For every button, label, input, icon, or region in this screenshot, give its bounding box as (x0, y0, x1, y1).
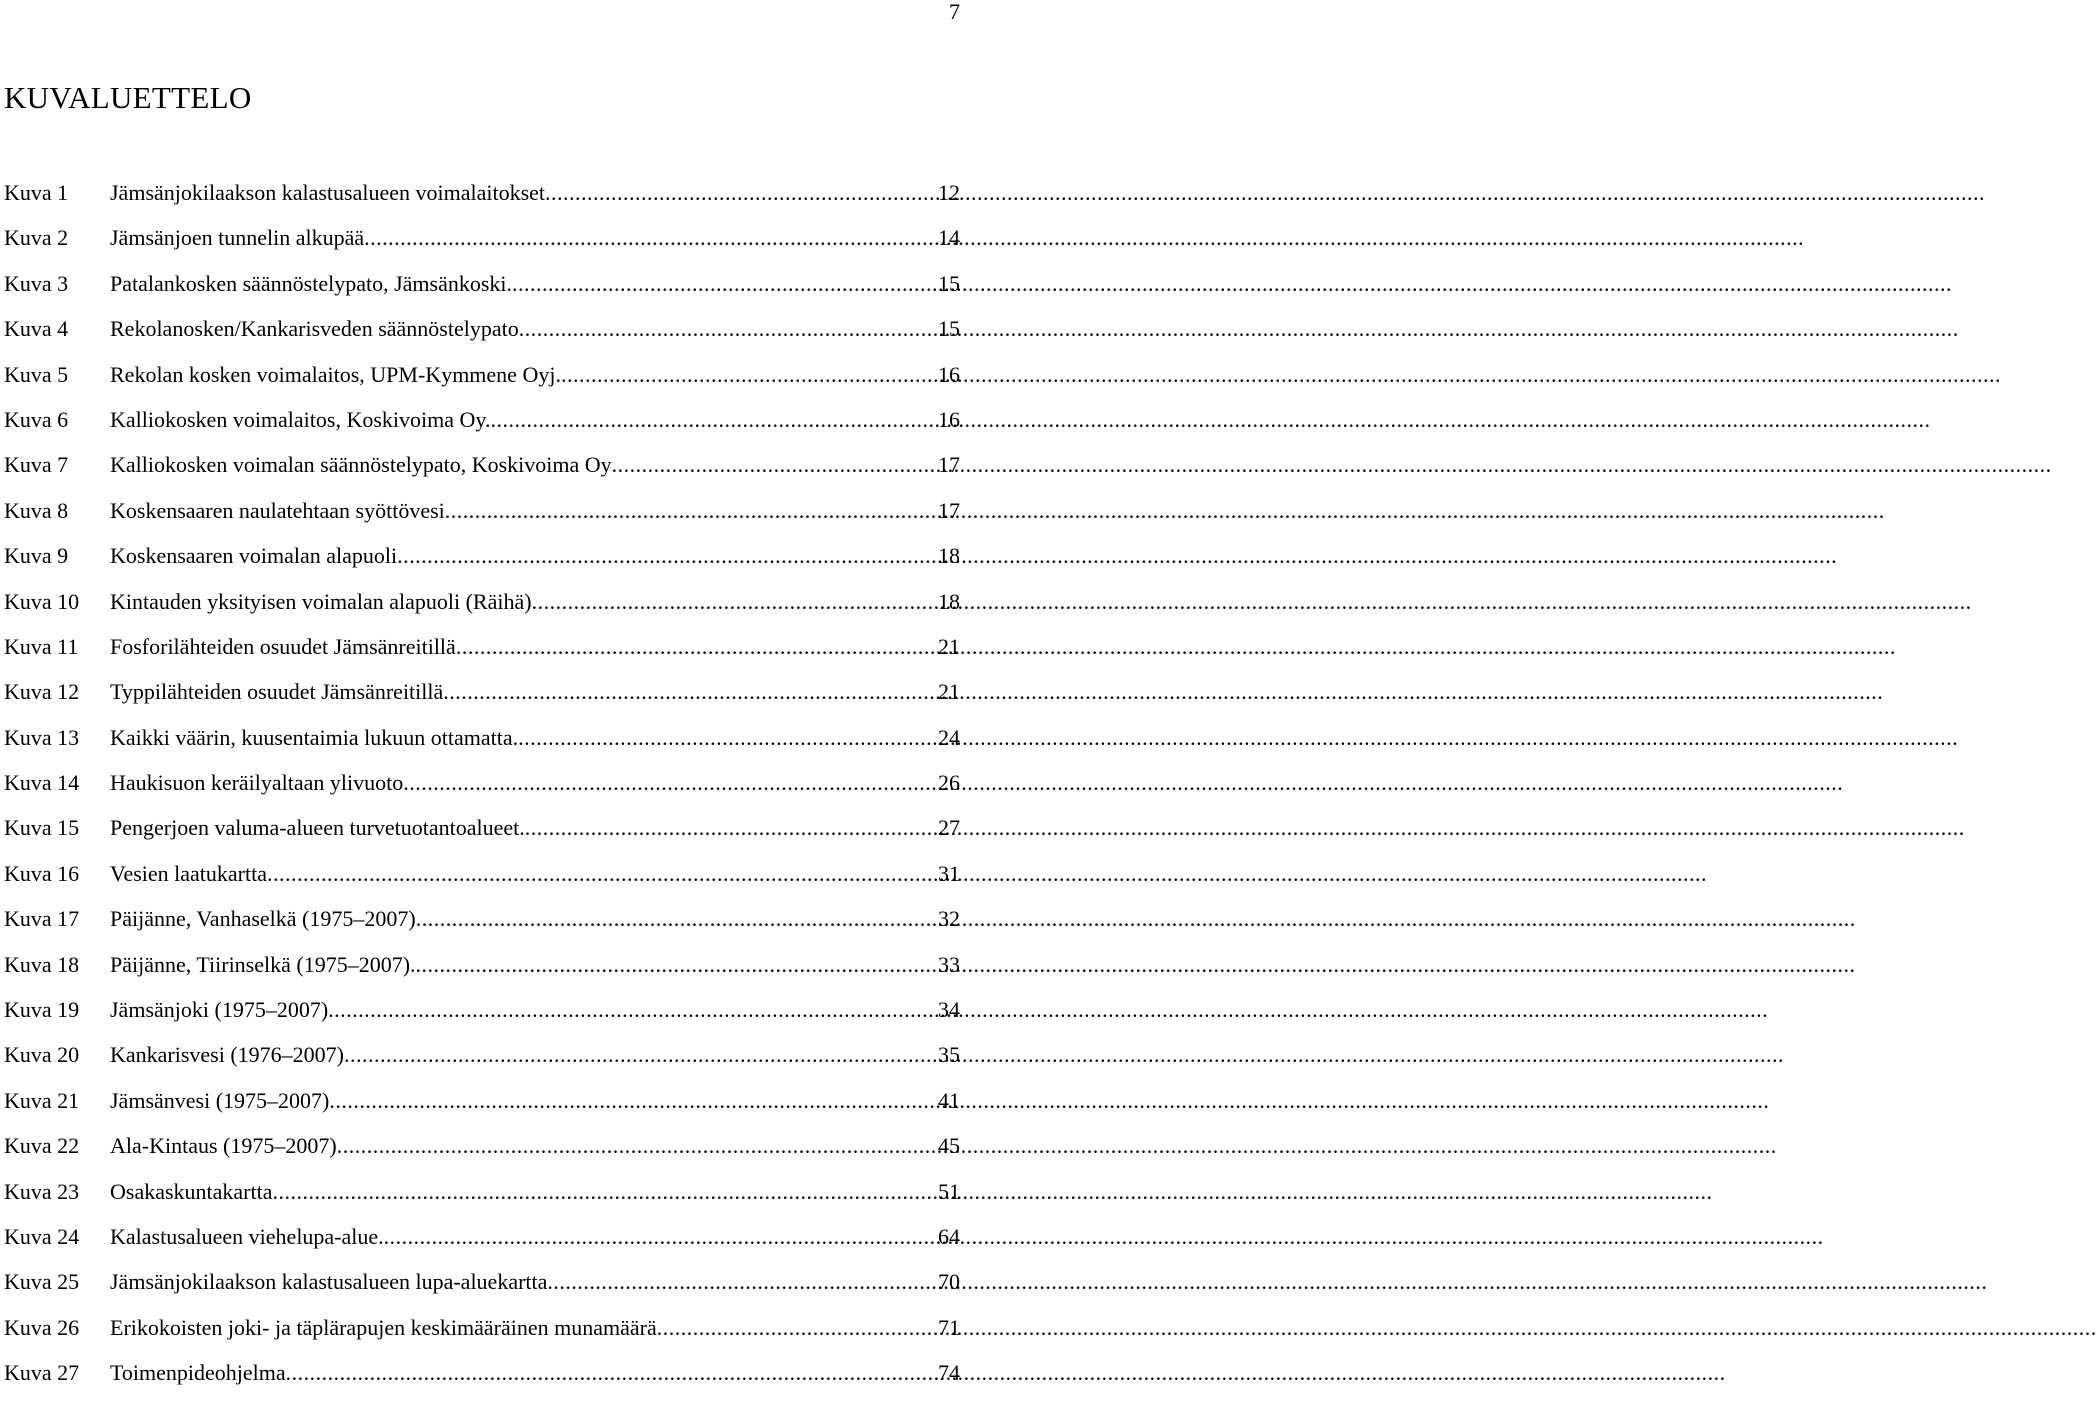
dot-leader (456, 632, 932, 662)
toc-entry[interactable] (4, 995, 960, 1040)
figure-page-number: 41 (938, 1087, 960, 1113)
toc-entry[interactable] (4, 677, 960, 722)
dot-leader (416, 904, 932, 934)
figure-number: Kuva 21 (4, 1087, 80, 1113)
dot-leader (344, 1040, 932, 1070)
figure-number: Kuva 25 (4, 1269, 80, 1295)
figure-title: Rekolan kosken voimalaitos, UPM-Kymmene Oyj. (110, 361, 561, 387)
figure-page-number: 15 (938, 316, 960, 342)
toc-entry[interactable] (4, 314, 960, 359)
figure-title: Kintauden yksityisen voimalan alapuoli (Räihä) (110, 588, 532, 614)
figure-title: Koskensaaren voimalan alapuoli (110, 543, 398, 569)
figure-page-number: 24 (938, 724, 960, 750)
figure-number: Kuva 10 (4, 588, 80, 614)
figure-number: Kuva 3 (4, 270, 69, 296)
figure-number: Kuva 19 (4, 997, 80, 1023)
figure-number: Kuva 14 (4, 770, 80, 796)
figure-number: Kuva 24 (4, 1223, 80, 1249)
toc-entry[interactable] (4, 360, 960, 405)
figure-page-number: 51 (938, 1178, 960, 1204)
dot-leader (657, 1313, 932, 1343)
dot-leader (547, 1267, 932, 1297)
figure-number: Kuva 13 (4, 724, 80, 750)
figure-page-number: 15 (938, 270, 960, 296)
toc-entry[interactable] (4, 1086, 960, 1131)
figure-page-number: 17 (938, 497, 960, 523)
dot-leader (545, 178, 932, 208)
figure-title: Rekolanosken/Kankarisveden säännöstelypato (110, 316, 519, 342)
figure-title: Jämsänjokilaakson kalastusalueen voimalaitokset (110, 180, 546, 205)
dot-leader (267, 859, 932, 889)
toc-entry[interactable] (4, 1040, 960, 1085)
figure-page-number: 16 (938, 361, 960, 387)
figure-title: Jämsänjokilaakson kalastusalueen lupa-aluekartta (110, 1269, 548, 1295)
figure-title: Kalliokosken voimalan säännöstelypato, Koskivoima Oy (110, 452, 612, 478)
figure-page-number: 14 (938, 225, 960, 251)
dot-leader (384, 1222, 932, 1252)
figure-page-number: 64 (938, 1223, 960, 1249)
toc-entry[interactable] (4, 768, 960, 813)
figure-number: Kuva 4 (4, 316, 69, 342)
figure-page-number: 71 (938, 1314, 960, 1340)
figure-page-number: 70 (938, 1269, 960, 1295)
figure-number: Kuva 16 (4, 860, 80, 886)
figure-title: Osakaskuntakartta (110, 1178, 273, 1204)
figure-title: Kalastusalueen viehelupa-alue. (110, 1223, 384, 1249)
dot-leader (286, 1358, 932, 1388)
figure-number: Kuva 1 (4, 180, 69, 205)
figure-title: Pengerjoen valuma-alueen turvetuotantoalueet. (110, 815, 525, 841)
toc-entry[interactable] (4, 450, 960, 495)
dot-leader (532, 587, 932, 617)
toc-entry[interactable] (4, 1267, 960, 1312)
toc-entry[interactable] (4, 1177, 960, 1222)
dot-leader (329, 1086, 932, 1116)
dot-leader (512, 269, 932, 299)
figure-page-number: 33 (938, 951, 960, 977)
figure-title: Kalliokosken voimalaitos, Koskivoima Oy. (110, 406, 491, 432)
figure-title: Fosforilähteiden osuudet Jämsänreitillä (110, 633, 456, 659)
toc-entry[interactable] (4, 496, 960, 541)
dot-leader (337, 1131, 932, 1161)
toc-entry[interactable] (4, 541, 960, 586)
figure-page-number: 21 (938, 633, 960, 659)
figure-title: Ala-Kintaus (1975–2007) (110, 1133, 337, 1159)
figure-title: Kankarisvesi (1976–2007) (110, 1042, 345, 1068)
dot-leader (397, 541, 932, 571)
dot-leader (561, 360, 932, 390)
figure-page-number: 31 (938, 860, 960, 886)
figure-number: Kuva 22 (4, 1133, 80, 1159)
toc-entry[interactable] (4, 1358, 960, 1403)
toc-entry[interactable] (4, 223, 960, 268)
figure-number: Kuva 11 (4, 633, 79, 659)
toc-entry[interactable] (4, 723, 960, 768)
figure-number: Kuva 7 (4, 452, 69, 478)
figure-number: Kuva 23 (4, 1178, 80, 1204)
figure-number: Kuva 15 (4, 815, 80, 841)
dot-leader (364, 223, 932, 253)
dot-leader (273, 1177, 933, 1207)
figure-page-number: 35 (938, 1042, 960, 1068)
figure-title: Kaikki väärin, kuusentaimia lukuun ottamatta. (110, 724, 519, 750)
figure-title: Jämsänvesi (1975–2007) (110, 1087, 330, 1113)
toc-entry[interactable] (4, 587, 960, 632)
figure-number: Kuva 12 (4, 679, 80, 705)
dot-leader (519, 314, 932, 344)
toc-entry[interactable] (4, 269, 960, 314)
figure-title: Päijänne, Vanhaselkä (1975–2007) (110, 906, 416, 932)
figure-title: Vesien laatukartta (110, 860, 267, 886)
toc-entry[interactable] (4, 1222, 960, 1267)
figure-page-number: 21 (938, 679, 960, 705)
figure-page-number: 27 (938, 815, 960, 841)
figure-title: Typpilähteiden osuudet Jämsänreitillä (110, 679, 444, 705)
figure-page-number: 12 (938, 180, 960, 205)
figure-page-number: 17 (938, 452, 960, 478)
figure-number: Kuva 5 (4, 361, 69, 387)
figure-page-number: 18 (938, 543, 960, 569)
figure-title: Päijänne, Tiirinselkä (1975–2007). (110, 951, 416, 977)
toc-entry[interactable] (4, 950, 960, 995)
dot-leader (445, 496, 932, 526)
figure-page-number: 18 (938, 588, 960, 614)
figure-number: Kuva 2 (4, 225, 69, 251)
figure-title: Patalankosken säännöstelypato, Jämsänkoski. (110, 270, 513, 296)
figure-number: Kuva 26 (4, 1314, 80, 1340)
figure-number: Kuva 9 (4, 543, 69, 569)
figure-number: Kuva 27 (4, 1360, 80, 1386)
dot-leader (490, 405, 932, 435)
figure-page-number: 32 (938, 906, 960, 932)
figure-number: Kuva 18 (4, 951, 80, 977)
toc-entry[interactable] (4, 859, 960, 904)
figure-title: Toimenpideohjelma (110, 1360, 286, 1386)
toc-entry[interactable] (4, 1131, 960, 1176)
toc-entry[interactable] (4, 178, 960, 223)
figure-title: Koskensaaren naulatehtaan syöttövesi (110, 497, 445, 523)
dot-leader (403, 768, 932, 798)
figure-page-number: 74 (938, 1360, 960, 1386)
toc-entry[interactable] (4, 1313, 960, 1358)
toc-entry[interactable] (4, 904, 960, 949)
figure-number: Kuva 17 (4, 906, 80, 932)
dot-leader (612, 450, 932, 480)
figure-number: Kuva 20 (4, 1042, 80, 1068)
figure-page-number: 16 (938, 406, 960, 432)
page-title: KUVALUETTELO (4, 80, 252, 115)
figure-title: Haukisuon keräilyaltaan ylivuoto (110, 770, 404, 796)
figure-title: Jämsänjoen tunnelin alkupää (110, 225, 365, 251)
toc-entry[interactable] (4, 632, 960, 677)
figure-page-number: 34 (938, 997, 960, 1023)
dot-leader (518, 723, 932, 753)
figure-number: Kuva 8 (4, 497, 69, 523)
toc-entry[interactable] (4, 813, 960, 858)
figure-title: Jämsänjoki (1975–2007) (110, 997, 329, 1023)
dot-leader (525, 813, 932, 843)
figure-page-number: 26 (938, 770, 960, 796)
figure-title: Erikokoisten joki- ja täplärapujen keskimääräinen munamäärä (110, 1314, 657, 1340)
dot-leader (328, 995, 932, 1025)
dot-leader (443, 677, 932, 707)
toc-entry[interactable] (4, 405, 960, 450)
figure-list (4, 178, 960, 1404)
page-number: 7 (949, 0, 960, 24)
figure-page-number: 45 (938, 1133, 960, 1159)
dot-leader (416, 950, 932, 980)
figure-number: Kuva 6 (4, 406, 69, 432)
